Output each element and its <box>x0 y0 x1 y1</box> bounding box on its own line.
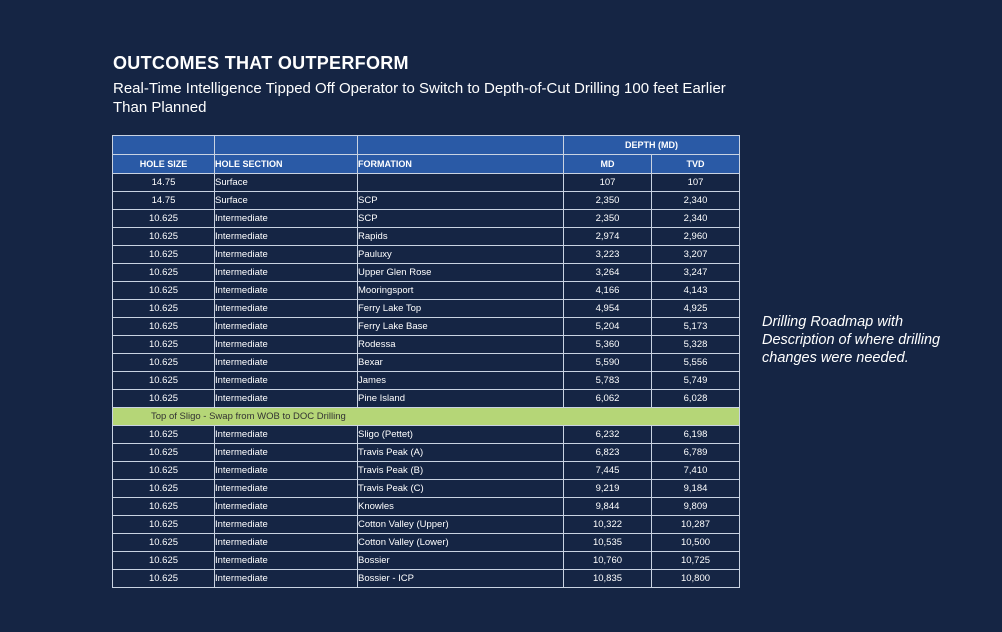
tvd-cell: 4,143 <box>652 282 740 300</box>
hole-size-cell: 10.625 <box>113 300 215 318</box>
table-row <box>113 246 740 264</box>
hole-size-cell: 10.625 <box>113 480 215 498</box>
formation-cell: SCP <box>358 210 564 228</box>
hole-section-cell: Intermediate <box>215 516 358 534</box>
tvd-cell: 9,809 <box>652 498 740 516</box>
tvd-cell: 5,328 <box>652 336 740 354</box>
table-row <box>113 264 740 282</box>
hole-size-cell: 10.625 <box>113 228 215 246</box>
hole-size-cell: 10.625 <box>113 462 215 480</box>
hole-size-cell: 10.625 <box>113 570 215 588</box>
table-row <box>113 462 740 480</box>
formation-cell: Cotton Valley (Upper) <box>358 516 564 534</box>
md-cell: 10,322 <box>564 516 652 534</box>
hole-size-cell: 10.625 <box>113 516 215 534</box>
column-header-md: MD <box>564 155 652 174</box>
table-row <box>113 318 740 336</box>
group-header-row <box>113 136 740 155</box>
tvd-cell: 4,925 <box>652 300 740 318</box>
table-body-bottom <box>113 426 740 588</box>
hole-section-cell: Intermediate <box>215 372 358 390</box>
formation-cell: Rodessa <box>358 336 564 354</box>
hole-section-cell: Intermediate <box>215 264 358 282</box>
table-row <box>113 174 740 192</box>
hole-section-cell: Intermediate <box>215 534 358 552</box>
md-cell: 2,350 <box>564 210 652 228</box>
page-subtitle: Real-Time Intelligence Tipped Off Operator to Switch to Depth-of-Cut Drilling 100 feet Earlier Than Planned <box>113 80 726 116</box>
table-row <box>113 534 740 552</box>
formation-cell: Travis Peak (C) <box>358 480 564 498</box>
md-cell: 107 <box>564 174 652 192</box>
tvd-cell: 10,500 <box>652 534 740 552</box>
hole-size-cell: 10.625 <box>113 390 215 408</box>
formation-cell: Ferry Lake Base <box>358 318 564 336</box>
table-row <box>113 210 740 228</box>
formation-cell: SCP <box>358 192 564 210</box>
table-row <box>113 192 740 210</box>
column-header-tvd: TVD <box>652 155 740 174</box>
md-cell: 7,445 <box>564 462 652 480</box>
table-row <box>113 372 740 390</box>
hole-section-cell: Intermediate <box>215 228 358 246</box>
hole-size-cell: 10.625 <box>113 534 215 552</box>
tvd-cell: 10,287 <box>652 516 740 534</box>
tvd-cell: 107 <box>652 174 740 192</box>
md-cell: 5,204 <box>564 318 652 336</box>
md-cell: 6,823 <box>564 444 652 462</box>
table-row <box>113 336 740 354</box>
table-row <box>113 228 740 246</box>
formation-cell <box>358 174 564 192</box>
hole-section-cell: Intermediate <box>215 426 358 444</box>
formation-cell: Cotton Valley (Lower) <box>358 534 564 552</box>
md-cell: 6,232 <box>564 426 652 444</box>
table-row <box>113 426 740 444</box>
formation-cell: James <box>358 372 564 390</box>
tvd-cell: 10,800 <box>652 570 740 588</box>
md-cell: 10,835 <box>564 570 652 588</box>
table-row <box>113 390 740 408</box>
formation-cell: Ferry Lake Top <box>358 300 564 318</box>
hole-section-cell: Surface <box>215 192 358 210</box>
md-cell: 6,062 <box>564 390 652 408</box>
formation-cell: Knowles <box>358 498 564 516</box>
formation-cell: Bossier <box>358 552 564 570</box>
sligo-highlight-row <box>113 408 740 426</box>
md-cell: 5,590 <box>564 354 652 372</box>
formation-cell: Rapids <box>358 228 564 246</box>
depth-md-group-header: DEPTH (MD) <box>564 136 740 155</box>
tvd-cell: 5,749 <box>652 372 740 390</box>
hole-section-cell: Intermediate <box>215 282 358 300</box>
md-cell: 10,535 <box>564 534 652 552</box>
table-row <box>113 570 740 588</box>
md-cell: 3,264 <box>564 264 652 282</box>
hole-section-cell: Intermediate <box>215 480 358 498</box>
md-cell: 5,360 <box>564 336 652 354</box>
group-header-blank <box>358 136 564 155</box>
hole-section-cell: Intermediate <box>215 570 358 588</box>
hole-size-cell: 10.625 <box>113 426 215 444</box>
formation-cell: Mooringsport <box>358 282 564 300</box>
column-header-hole-size: HOLE SIZE <box>113 155 215 174</box>
hole-section-cell: Intermediate <box>215 318 358 336</box>
md-cell: 2,350 <box>564 192 652 210</box>
formation-cell: Bossier - ICP <box>358 570 564 588</box>
hole-section-cell: Intermediate <box>215 336 358 354</box>
hole-section-cell: Intermediate <box>215 210 358 228</box>
hole-size-cell: 10.625 <box>113 246 215 264</box>
formation-cell: Sligo (Pettet) <box>358 426 564 444</box>
md-cell: 4,166 <box>564 282 652 300</box>
hole-section-cell: Intermediate <box>215 444 358 462</box>
formation-cell: Bexar <box>358 354 564 372</box>
hole-size-cell: 10.625 <box>113 552 215 570</box>
tvd-cell: 7,410 <box>652 462 740 480</box>
hole-section-cell: Intermediate <box>215 354 358 372</box>
column-header-hole-section: HOLE SECTION <box>215 155 358 174</box>
drilling-roadmap-table <box>112 135 740 588</box>
tvd-cell: 5,173 <box>652 318 740 336</box>
column-header-row <box>113 155 740 174</box>
table-row <box>113 516 740 534</box>
formation-cell: Pine Island <box>358 390 564 408</box>
hole-size-cell: 10.625 <box>113 354 215 372</box>
page-title: OUTCOMES THAT OUTPERFORM <box>113 53 409 73</box>
formation-cell: Travis Peak (A) <box>358 444 564 462</box>
md-cell: 9,219 <box>564 480 652 498</box>
hole-section-cell: Intermediate <box>215 498 358 516</box>
table-row <box>113 480 740 498</box>
sligo-highlight-text: Top of Sligo - Swap from WOB to DOC Drilling <box>113 408 740 426</box>
tvd-cell: 10,725 <box>652 552 740 570</box>
md-cell: 2,974 <box>564 228 652 246</box>
hole-section-cell: Intermediate <box>215 552 358 570</box>
tvd-cell: 6,789 <box>652 444 740 462</box>
table-row <box>113 498 740 516</box>
hole-size-cell: 10.625 <box>113 336 215 354</box>
hole-size-cell: 10.625 <box>113 318 215 336</box>
tvd-cell: 5,556 <box>652 354 740 372</box>
md-cell: 3,223 <box>564 246 652 264</box>
table-body-top <box>113 174 740 408</box>
table-row <box>113 444 740 462</box>
md-cell: 4,954 <box>564 300 652 318</box>
hole-section-cell: Intermediate <box>215 246 358 264</box>
side-note: Drilling Roadmap with Description of where drilling changes were needed. <box>762 314 941 366</box>
hole-size-cell: 10.625 <box>113 372 215 390</box>
hole-size-cell: 10.625 <box>113 210 215 228</box>
tvd-cell: 2,960 <box>652 228 740 246</box>
hole-size-cell: 10.625 <box>113 498 215 516</box>
md-cell: 5,783 <box>564 372 652 390</box>
hole-section-cell: Intermediate <box>215 300 358 318</box>
md-cell: 9,844 <box>564 498 652 516</box>
hole-size-cell: 14.75 <box>113 192 215 210</box>
tvd-cell: 3,207 <box>652 246 740 264</box>
hole-size-cell: 14.75 <box>113 174 215 192</box>
md-cell: 10,760 <box>564 552 652 570</box>
table-row <box>113 354 740 372</box>
group-header-blank <box>215 136 358 155</box>
tvd-cell: 2,340 <box>652 192 740 210</box>
formation-cell: Pauluxy <box>358 246 564 264</box>
hole-size-cell: 10.625 <box>113 444 215 462</box>
formation-cell: Travis Peak (B) <box>358 462 564 480</box>
hole-section-cell: Surface <box>215 174 358 192</box>
table-body-highlight <box>113 408 740 426</box>
tvd-cell: 9,184 <box>652 480 740 498</box>
table-row <box>113 300 740 318</box>
hole-size-cell: 10.625 <box>113 282 215 300</box>
formation-cell: Upper Glen Rose <box>358 264 564 282</box>
table-row <box>113 552 740 570</box>
tvd-cell: 6,198 <box>652 426 740 444</box>
hole-size-cell: 10.625 <box>113 264 215 282</box>
tvd-cell: 6,028 <box>652 390 740 408</box>
tvd-cell: 3,247 <box>652 264 740 282</box>
hole-section-cell: Intermediate <box>215 390 358 408</box>
hole-section-cell: Intermediate <box>215 462 358 480</box>
table-row <box>113 282 740 300</box>
group-header-blank <box>113 136 215 155</box>
tvd-cell: 2,340 <box>652 210 740 228</box>
column-header-formation: FORMATION <box>358 155 564 174</box>
